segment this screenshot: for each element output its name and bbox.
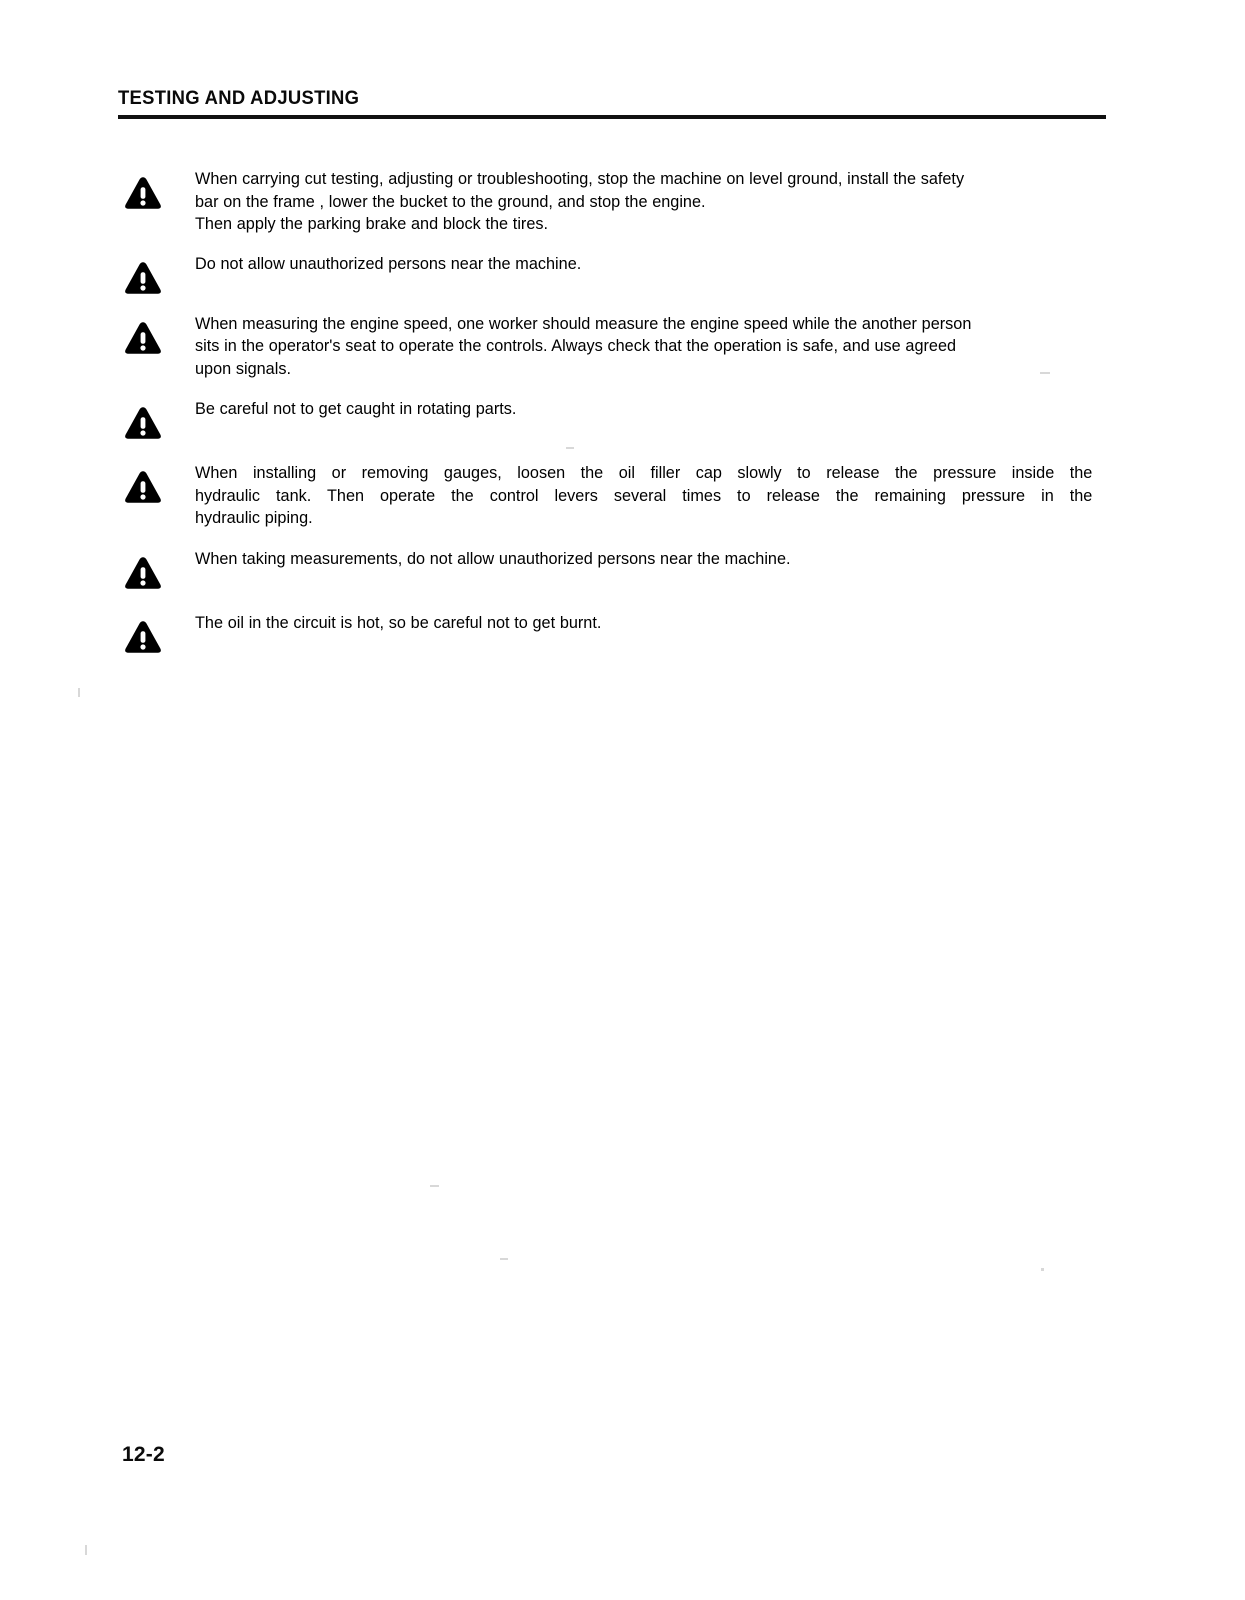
text-line: bar on the frame , lower the bucket to the ground, and stop the engine.: [195, 192, 706, 211]
text-line: hydraulic tank. Then operate the control levers several times to release the remaining pressure in the: [195, 486, 1093, 505]
text-line: sits in the operator's seat to operate the controls. Always check that the operation is safe, and use agreed: [195, 337, 957, 355]
text-line: Then apply the parking brake and block the tires.: [195, 215, 549, 233]
text-line: Be careful not to get caught in rotating parts.: [195, 400, 517, 418]
text-line: When taking measurements, do not allow unauthorized persons near the machine.: [195, 549, 791, 568]
page-header: [118, 88, 1106, 110]
safety-warning-item: [118, 253, 1106, 287]
safety-warning-text: [195, 398, 1092, 421]
text-line: upon signals.: [195, 359, 291, 378]
text-line: hydraulic piping.: [195, 509, 313, 527]
header-divider: [118, 115, 1106, 119]
safety-warning-text: [195, 168, 1092, 236]
safety-warning-text: [195, 462, 1092, 530]
text-line: The oil in the circuit is hot, so be careful not to get burnt.: [195, 613, 602, 632]
scan-artifact: [430, 1185, 439, 1187]
safety-warning-text: [195, 253, 1092, 276]
warning-triangle-icon: [124, 176, 162, 210]
warning-triangle-icon: [124, 620, 162, 654]
safety-warning-item: [118, 462, 1106, 530]
safety-warning-item: [118, 313, 1106, 381]
safety-warning-item: [118, 548, 1106, 582]
page-title: TESTING AND ADJUSTING: [118, 88, 360, 109]
safety-warning-item: [118, 398, 1106, 432]
scan-artifact: [1041, 1268, 1044, 1271]
warning-triangle-icon: [124, 261, 162, 295]
scan-artifact: [78, 688, 80, 697]
text-line: Do not allow unauthorized persons near the machine.: [195, 254, 582, 273]
page-number: 12-2: [122, 1443, 165, 1466]
safety-warning-item: [118, 612, 1106, 646]
safety-warning-item: [118, 168, 1106, 236]
safety-warning-text: [195, 548, 1092, 571]
warning-triangle-icon: [124, 470, 162, 504]
text-line: When carrying cut testing, adjusting or troubleshooting, stop the machine on level ground, install the safety: [195, 170, 965, 188]
scan-artifact: [85, 1545, 87, 1555]
warning-triangle-icon: [124, 406, 162, 440]
text-line: When installing or removing gauges, loosen the oil filler cap slowly to release the pressure inside the: [195, 464, 1093, 482]
scan-artifact: [500, 1258, 508, 1260]
safety-warning-text: [195, 313, 1092, 381]
safety-warning-list: [118, 168, 1106, 646]
safety-warning-text: [195, 612, 1092, 635]
text-line: When measuring the engine speed, one worker should measure the engine speed while the another person: [195, 314, 972, 333]
warning-triangle-icon: [124, 321, 162, 355]
warning-triangle-icon: [124, 556, 162, 590]
